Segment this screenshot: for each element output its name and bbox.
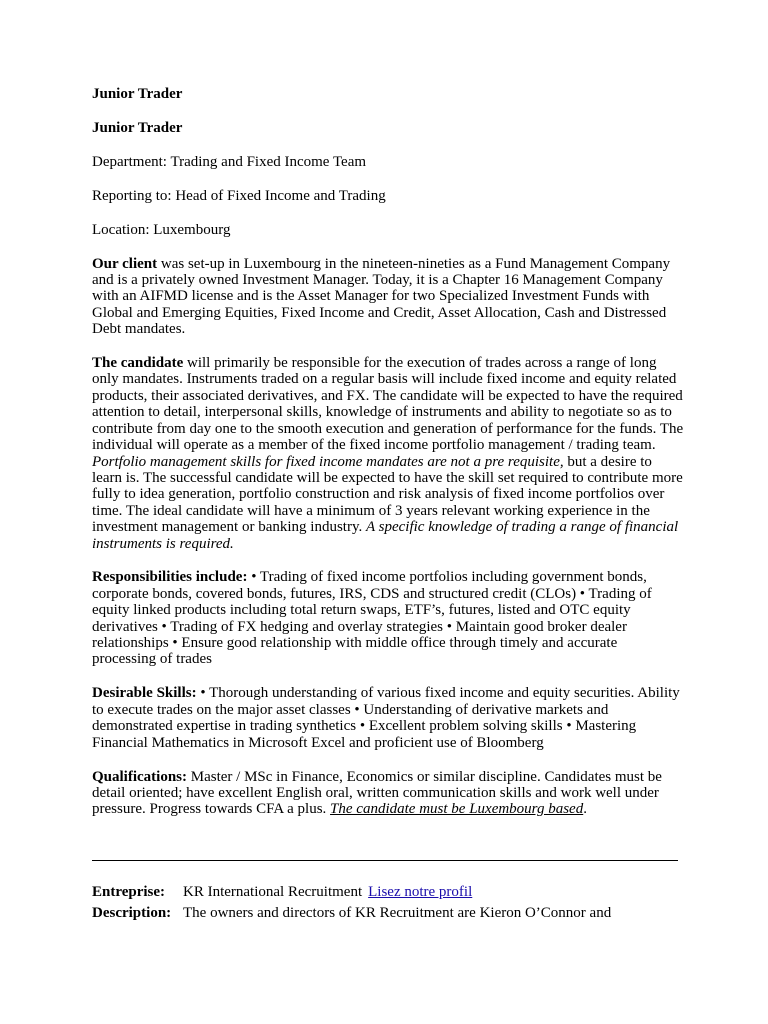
candidate-label: The candidate: [92, 355, 184, 372]
qualifications-label: Qualifications:: [92, 768, 188, 785]
candidate-italic-2: A specific knowledge of trading a range of financial instruments is required.: [92, 519, 679, 552]
job-title: Junior Trader: [92, 119, 183, 136]
candidate-paragraph: [92, 355, 684, 552]
skills-text: • Thorough understanding of various fixed income and equity securities. Ability to execute trades on the major asset classes • Understanding of derivative markets and demonstrated expertise in trading synthetics • Excellent problem solving skills • Mastering Financial Mathematics in Microsoft Excel and proficient use of Bloomberg: [92, 685, 680, 751]
document-title: Junior Trader: [92, 86, 183, 102]
candidate-italic-1: Portfolio management skills for fixed income mandates are not a pre requisite,: [92, 453, 564, 470]
entreprise-label: Entreprise:: [92, 884, 166, 900]
description-value: The owners and directors of KR Recruitment are Kieron O’Connor and: [183, 905, 612, 922]
department-line: Department: Trading and Fixed Income Team: [92, 153, 367, 170]
company-info: [92, 884, 684, 927]
profile-link[interactable]: Lisez notre profil: [368, 884, 473, 900]
skills-label: Desirable Skills:: [92, 685, 197, 702]
section-divider: [92, 860, 678, 861]
client-text: was set-up in Luxembourg in the nineteen-nineties as a Fund Management Company and is a privately owned Investment Manager. Today, it is a Chapter 16 Management Company with an AIFMD license and is the Asset Manager for two Specialized Investment Funds with Global and Emerging Equities, Fixed Income and Credit, Asset Allocation, Cash and Distressed Debt mandates.: [92, 255, 671, 338]
candidate-text-1: will primarily be responsible for the execution of trades across a range of long only mandates. Instruments traded on a regular basis will include fixed income and equity related products, their associated derivatives, and FX. The candidate will be expected to have the required attention to detail, interpersonal skills, knowledge of instruments and ability to negotiate so as to contribute from day one to the smooth execution and generation of performance for the funds. The individual will operate as a member of the fixed income portfolio management / trading team.: [92, 355, 684, 454]
responsibilities-label: Responsibilities include:: [92, 569, 248, 586]
location-line: Location: Luxembourg: [92, 221, 231, 238]
responsibilities-text: • Trading of fixed income portfolios including government bonds, corporate bonds, covered bonds, futures, IRS, CDS and structured credit (CLOs) • Trading of equity linked products including total return swaps, ETF’s, futures, listed and OTC equity derivatives • Trading of FX hedging and overlay strategies • Maintain good broker dealer relationships • Ensure good relationship with middle office through timely and accurate processing of trades: [92, 569, 652, 668]
description-row: [92, 905, 684, 921]
skills-paragraph: [92, 685, 684, 751]
qualifications-text: Master / MSc in Finance, Economics or similar discipline. Candidates must be detail oriented; have excellent English oral, written communication skills and work well under pressure. Progress towards CFA a plus.: [92, 768, 662, 818]
entreprise-value: KR International Recruitment: [183, 884, 363, 900]
qualifications-italic: The candidate must be Luxembourg based: [330, 801, 584, 818]
entreprise-row: [92, 884, 684, 900]
description-label: Description:: [92, 905, 172, 922]
responsibilities-paragraph: [92, 569, 684, 667]
client-paragraph: [92, 256, 684, 338]
candidate-text-2: but a desire to learn is. The successful candidate will be expected to have the skill set required to contribute more fully to idea generation, portfolio construction and risk analysis of fixed income portfolios over time. The ideal candidate will have a minimum of 3 years relevant working experience in the investment management or banking industry.: [92, 453, 683, 536]
qualifications-end: .: [583, 801, 587, 818]
job-description: [92, 86, 684, 835]
reporting-line: Reporting to: Head of Fixed Income and Trading: [92, 187, 386, 204]
qualifications-paragraph: [92, 769, 684, 818]
client-label: Our client: [92, 255, 158, 272]
